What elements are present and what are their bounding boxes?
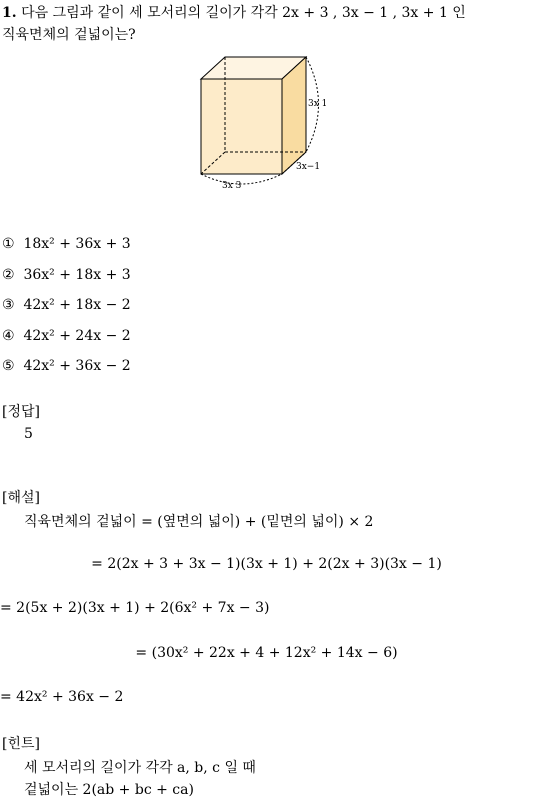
brace-width — [201, 174, 282, 184]
answer-label: [정답] — [2, 404, 40, 420]
answer-value: 5 — [24, 426, 33, 442]
question-text-1: 다음 그림과 같이 세 모서리의 길이가 각각 2x + 3 , 3x − 1 , 3x + 1 인 — [21, 5, 466, 21]
cuboid-figure — [196, 52, 326, 192]
hint-label: [힌트] — [2, 736, 40, 752]
choice-3 — [2, 297, 131, 313]
choice-4-mark: ④ — [2, 328, 15, 344]
cuboid-svg — [196, 52, 326, 192]
choice-1-text: 18x² + 36x + 3 — [23, 236, 131, 252]
solution-line-5: = 42x² + 36x − 2 — [0, 689, 124, 705]
choice-2-text: 36x² + 18x + 3 — [23, 267, 131, 283]
question-line-1 — [2, 2, 466, 22]
label-depth: 3x−1 — [296, 162, 321, 172]
choice-2 — [2, 267, 131, 283]
label-height: 3x 1 — [308, 99, 326, 109]
choice-4-text: 42x² + 24x − 2 — [23, 328, 131, 344]
solution-line-1: 직육면체의 겉넓이 = (옆면의 넓이) + (밑면의 넓이) × 2 — [24, 514, 374, 530]
hint-line-1: 세 모서리의 길이가 각각 a, b, c 일 때 — [24, 760, 256, 776]
choice-1 — [2, 236, 131, 252]
choice-3-text: 42x² + 18x − 2 — [23, 297, 131, 313]
question-number: 1. — [2, 5, 17, 21]
solution-line-3: = 2(5x + 2)(3x + 1) + 2(6x² + 7x − 3) — [0, 600, 270, 616]
hint-line-2: 겉넓이는 2(ab + bc + ca) — [24, 782, 194, 798]
choice-1-mark: ① — [2, 236, 15, 252]
choice-5-text: 42x² + 36x − 2 — [23, 358, 131, 374]
solution-line-2: = 2(2x + 3 + 3x − 1)(3x + 1) + 2(2x + 3)(3x − 1) — [91, 556, 442, 572]
solution-line-4: = (30x² + 22x + 4 + 12x² + 14x − 6) — [135, 645, 398, 661]
cuboid-front-face — [201, 79, 282, 174]
choice-2-mark: ② — [2, 267, 15, 283]
choice-3-mark: ③ — [2, 297, 15, 313]
choice-4 — [2, 328, 131, 344]
choice-5 — [2, 358, 131, 374]
label-width: 3x 3 — [222, 181, 242, 191]
solution-label: [해설] — [2, 490, 40, 506]
choice-5-mark: ⑤ — [2, 358, 15, 374]
question-text-2: 직육면체의 겉넓이는? — [2, 27, 136, 43]
